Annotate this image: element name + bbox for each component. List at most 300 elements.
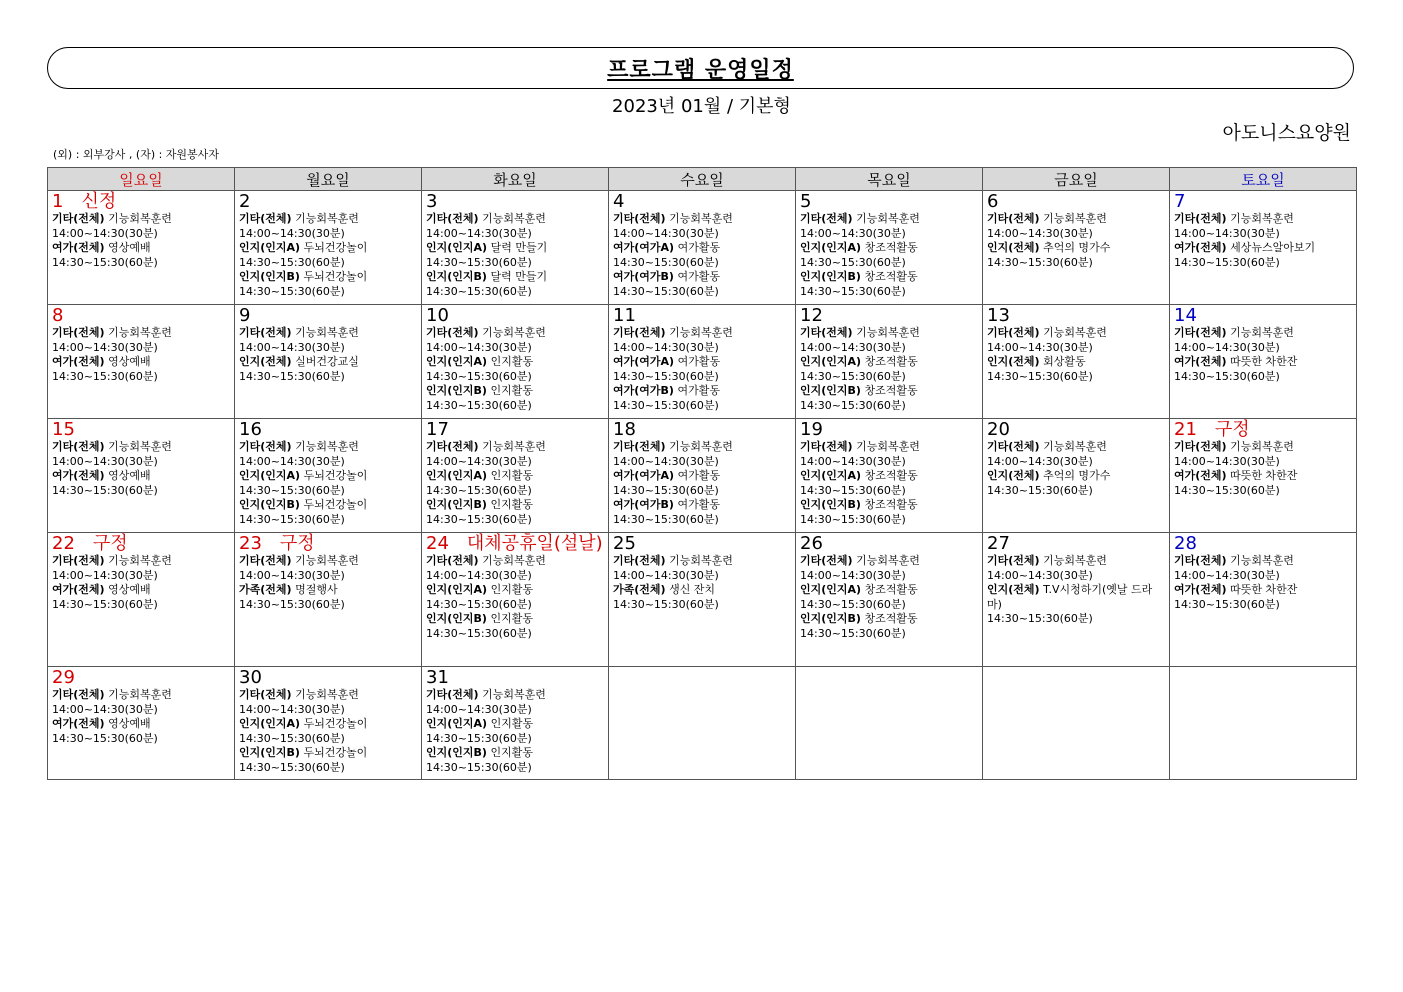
day-header <box>1174 191 1352 212</box>
holiday-label: 구정 <box>1214 419 1250 440</box>
calendar-day-cell <box>796 667 983 780</box>
program-name: 추억의 명가수 <box>1043 241 1111 254</box>
program-time: 14:00~14:30(30분) <box>52 568 158 582</box>
program-name: 기능회복훈련 <box>1230 212 1294 225</box>
program-name: 기능회복훈련 <box>669 326 733 339</box>
program-name: 창조적활동 <box>864 469 918 482</box>
weekday-header-wed: 수요일 <box>609 168 796 191</box>
day-number: 26 <box>800 533 823 554</box>
calendar-day-cell <box>609 419 796 533</box>
day-number: 24 <box>426 533 449 554</box>
page-title: 프로그램 운영일정 <box>607 57 794 83</box>
program-time: 14:00~14:30(30분) <box>1174 226 1280 240</box>
program-category: 여가(여가A) <box>613 469 675 482</box>
calendar-day-cell <box>48 191 235 305</box>
program-time: 14:30~15:30(60분) <box>800 483 906 497</box>
program-entry <box>426 212 604 227</box>
program-time: 14:30~15:30(60분) <box>239 512 345 526</box>
calendar-table <box>47 167 1357 780</box>
program-category: 여가(전체) <box>1174 469 1227 482</box>
program-name: 창조적활동 <box>864 612 918 625</box>
program-name: 기능회복훈련 <box>482 440 546 453</box>
program-time: 14:00~14:30(30분) <box>426 568 532 582</box>
day-number: 15 <box>52 419 75 440</box>
program-entry <box>239 326 417 341</box>
program-time: 14:30~15:30(60분) <box>800 597 906 611</box>
program-time: 14:30~15:30(60분) <box>613 369 719 383</box>
program-time: 14:00~14:30(30분) <box>52 702 158 716</box>
program-time: 14:30~15:30(60분) <box>426 597 532 611</box>
program-category: 인지(인지A) <box>800 583 862 596</box>
program-category: 기타(전체) <box>426 212 479 225</box>
day-number: 27 <box>987 533 1010 554</box>
calendar-day-cell <box>1170 533 1357 667</box>
program-entry <box>239 212 417 227</box>
day-number: 6 <box>987 191 999 212</box>
program-category: 인지(인지B) <box>800 612 861 625</box>
program-name: 기능회복훈련 <box>1230 554 1294 567</box>
day-header <box>613 419 791 440</box>
calendar-day-cell <box>422 305 609 419</box>
program-name: 인지활동 <box>490 746 533 759</box>
program-entry <box>426 270 604 285</box>
program-entry <box>613 583 791 598</box>
weekday-header-thu: 목요일 <box>796 168 983 191</box>
program-entry <box>426 554 604 569</box>
program-category: 여가(전체) <box>1174 241 1227 254</box>
program-category: 기타(전체) <box>613 440 666 453</box>
program-time: 14:30~15:30(60분) <box>800 255 906 269</box>
program-entry <box>987 355 1165 370</box>
program-entry <box>239 688 417 703</box>
program-entry <box>239 746 417 761</box>
program-name: 여가활동 <box>677 384 720 397</box>
program-category: 기타(전체) <box>52 688 105 701</box>
program-time: 14:00~14:30(30분) <box>239 702 345 716</box>
day-header <box>426 419 604 440</box>
program-name: 기능회복훈련 <box>108 326 172 339</box>
program-entry <box>239 355 417 370</box>
program-time: 14:30~15:30(60분) <box>239 597 345 611</box>
program-name: 따뜻한 차한잔 <box>1230 583 1298 596</box>
program-category: 여가(전체) <box>52 241 105 254</box>
program-time: 14:30~15:30(60분) <box>987 255 1093 269</box>
day-header <box>426 667 604 688</box>
program-name: 기능회복훈련 <box>108 440 172 453</box>
program-name: 추억의 명가수 <box>1043 469 1111 482</box>
day-header <box>800 419 978 440</box>
day-header <box>987 533 1165 554</box>
program-entry <box>426 355 604 370</box>
program-name: 창조적활동 <box>864 241 918 254</box>
program-name: 인지활동 <box>490 469 534 482</box>
program-entry <box>426 717 604 732</box>
program-name: 기능회복훈련 <box>1230 440 1294 453</box>
program-time: 14:30~15:30(60분) <box>987 612 1093 625</box>
day-header <box>800 305 978 326</box>
program-category: 인지(인지B) <box>426 384 487 397</box>
day-number: 4 <box>613 191 625 212</box>
holiday-label: 구정 <box>279 533 315 554</box>
program-time: 14:00~14:30(30분) <box>800 226 906 240</box>
program-category: 여가(여가B) <box>613 498 674 511</box>
program-entry <box>426 469 604 484</box>
program-name: 기능회복훈련 <box>669 554 733 567</box>
weekday-header-mon: 월요일 <box>235 168 422 191</box>
holiday-label: 구정 <box>92 533 128 554</box>
calendar-day-cell <box>1170 305 1357 419</box>
program-name: 기능회복훈련 <box>108 212 172 225</box>
program-entry <box>52 469 230 484</box>
program-time: 14:30~15:30(60분) <box>239 760 345 774</box>
calendar-week-row <box>48 191 1357 305</box>
program-name: 기능회복훈련 <box>108 688 172 701</box>
program-time: 14:30~15:30(60분) <box>426 626 532 640</box>
program-time: 14:30~15:30(60분) <box>613 284 719 298</box>
program-category: 기타(전체) <box>800 554 853 567</box>
program-category: 가족(전체) <box>239 583 292 596</box>
program-name: 창조적활동 <box>864 384 918 397</box>
program-entry <box>1174 326 1352 341</box>
program-time: 14:00~14:30(30분) <box>613 340 719 354</box>
program-entry <box>426 384 604 399</box>
calendar-day-cell <box>609 533 796 667</box>
program-time: 14:00~14:30(30분) <box>987 568 1093 582</box>
program-entry <box>800 270 978 285</box>
program-time: 14:30~15:30(60분) <box>239 369 345 383</box>
program-time: 14:00~14:30(30분) <box>987 454 1093 468</box>
program-entry <box>52 326 230 341</box>
program-name: 기능회복훈련 <box>482 212 546 225</box>
program-category: 여가(전체) <box>1174 355 1227 368</box>
program-category: 기타(전체) <box>987 212 1040 225</box>
program-entry <box>426 583 604 598</box>
program-name: 두뇌건강놀이 <box>303 241 368 254</box>
calendar-day-cell <box>1170 667 1357 780</box>
program-category: 인지(인지A) <box>426 717 488 730</box>
program-time: 14:00~14:30(30분) <box>987 226 1093 240</box>
day-header <box>52 533 230 554</box>
program-name: 인지활동 <box>490 583 534 596</box>
program-name: 기능회복훈련 <box>856 212 920 225</box>
program-name: 명절행사 <box>295 583 338 596</box>
program-entry <box>987 583 1165 612</box>
day-header <box>239 533 417 554</box>
program-time: 14:00~14:30(30분) <box>800 454 906 468</box>
legend-note: (외) : 외부강사 , (자) : 자원봉사자 <box>53 148 219 161</box>
program-time: 14:00~14:30(30분) <box>800 340 906 354</box>
program-entry <box>239 498 417 513</box>
program-time: 14:00~14:30(30분) <box>52 340 158 354</box>
program-entry <box>613 469 791 484</box>
program-time: 14:00~14:30(30분) <box>426 702 532 716</box>
program-time: 14:30~15:30(60분) <box>987 369 1093 383</box>
calendar-week-row <box>48 305 1357 419</box>
day-number: 5 <box>800 191 812 212</box>
program-name: 기능회복훈련 <box>856 326 920 339</box>
calendar-week-row <box>48 533 1357 667</box>
program-time: 14:00~14:30(30분) <box>239 340 345 354</box>
program-category: 인지(인지B) <box>800 270 861 283</box>
program-name: 창조적활동 <box>864 583 918 596</box>
day-header <box>987 191 1165 212</box>
day-number: 17 <box>426 419 449 440</box>
calendar-day-cell <box>422 667 609 780</box>
calendar-day-cell <box>609 305 796 419</box>
program-category: 기타(전체) <box>800 212 853 225</box>
program-category: 기타(전체) <box>987 554 1040 567</box>
day-number: 25 <box>613 533 636 554</box>
weekday-header-fri: 금요일 <box>983 168 1170 191</box>
program-time: 14:00~14:30(30분) <box>800 568 906 582</box>
calendar-day-cell <box>235 419 422 533</box>
calendar-day-cell <box>796 419 983 533</box>
program-category: 여가(여가B) <box>613 384 674 397</box>
calendar-day-cell <box>609 191 796 305</box>
program-time: 14:00~14:30(30분) <box>1174 340 1280 354</box>
day-header <box>987 305 1165 326</box>
program-time: 14:30~15:30(60분) <box>426 731 532 745</box>
program-entry <box>1174 583 1352 598</box>
program-time: 14:00~14:30(30분) <box>1174 568 1280 582</box>
program-category: 인지(전체) <box>987 583 1040 596</box>
program-name: 기능회복훈련 <box>108 554 172 567</box>
program-name: 영상예배 <box>108 583 151 596</box>
calendar-day-cell <box>983 667 1170 780</box>
program-time: 14:30~15:30(60분) <box>52 597 158 611</box>
calendar-day-cell <box>1170 419 1357 533</box>
program-entry <box>800 384 978 399</box>
program-time: 14:30~15:30(60분) <box>1174 597 1280 611</box>
day-header <box>613 533 791 554</box>
program-category: 여가(전체) <box>52 469 105 482</box>
program-category: 기타(전체) <box>239 688 292 701</box>
day-number: 20 <box>987 419 1010 440</box>
weekday-header-sat: 토요일 <box>1170 168 1357 191</box>
program-entry <box>800 469 978 484</box>
day-header <box>1174 305 1352 326</box>
program-entry <box>987 212 1165 227</box>
day-number: 7 <box>1174 191 1186 212</box>
program-name: 기능회복훈련 <box>856 440 920 453</box>
calendar-day-cell <box>235 191 422 305</box>
day-number: 21 <box>1174 419 1197 440</box>
program-name: 기능회복훈련 <box>1043 440 1107 453</box>
program-time: 14:00~14:30(30분) <box>613 568 719 582</box>
weekday-header-row <box>48 168 1357 191</box>
program-name: 영상예배 <box>108 469 151 482</box>
calendar-day-cell <box>983 419 1170 533</box>
program-time: 14:00~14:30(30분) <box>987 340 1093 354</box>
program-category: 여가(전체) <box>1174 583 1227 596</box>
program-time: 14:30~15:30(60분) <box>800 369 906 383</box>
calendar-day-cell <box>235 667 422 780</box>
weekday-header-tue: 화요일 <box>422 168 609 191</box>
program-time: 14:30~15:30(60분) <box>239 483 345 497</box>
program-category: 인지(인지A) <box>800 469 862 482</box>
day-number: 1 <box>52 191 64 212</box>
program-name: 기능회복훈련 <box>482 554 546 567</box>
day-header <box>1174 533 1352 554</box>
program-time: 14:30~15:30(60분) <box>613 512 719 526</box>
program-time: 14:00~14:30(30분) <box>1174 454 1280 468</box>
program-time: 14:30~15:30(60분) <box>800 398 906 412</box>
day-number: 12 <box>800 305 823 326</box>
program-category: 인지(전체) <box>239 355 292 368</box>
program-name: 영상예배 <box>108 717 151 730</box>
calendar-day-cell <box>235 305 422 419</box>
program-category: 기타(전체) <box>239 212 292 225</box>
day-number: 22 <box>52 533 75 554</box>
program-name: 여가활동 <box>677 270 720 283</box>
program-category: 인지(인지B) <box>800 498 861 511</box>
program-time: 14:30~15:30(60분) <box>800 284 906 298</box>
program-time: 14:30~15:30(60분) <box>239 284 345 298</box>
program-time: 14:00~14:30(30분) <box>426 226 532 240</box>
program-name: 창조적활동 <box>864 355 918 368</box>
program-time: 14:00~14:30(30분) <box>613 454 719 468</box>
program-name: 두뇌건강놀이 <box>303 746 368 759</box>
program-entry <box>1174 440 1352 455</box>
program-name: 기능회복훈련 <box>1043 326 1107 339</box>
program-entry <box>987 326 1165 341</box>
program-name: 기능회복훈련 <box>482 688 546 701</box>
program-name: 달력 만들기 <box>490 241 548 254</box>
day-header <box>1174 419 1352 440</box>
program-entry <box>52 440 230 455</box>
program-category: 기타(전체) <box>239 440 292 453</box>
day-number: 23 <box>239 533 262 554</box>
program-entry <box>800 612 978 627</box>
program-name: 여가활동 <box>677 469 721 482</box>
program-entry <box>800 440 978 455</box>
program-time: 14:30~15:30(60분) <box>613 255 719 269</box>
program-entry <box>52 717 230 732</box>
program-time: 14:30~15:30(60분) <box>613 597 719 611</box>
program-name: 인지활동 <box>490 717 534 730</box>
program-name: 여가활동 <box>677 498 720 511</box>
calendar-day-cell <box>48 533 235 667</box>
program-category: 가족(전체) <box>613 583 666 596</box>
program-name: 창조적활동 <box>864 270 918 283</box>
program-category: 기타(전체) <box>239 326 292 339</box>
program-category: 기타(전체) <box>987 326 1040 339</box>
calendar-week-row <box>48 667 1357 780</box>
program-category: 기타(전체) <box>613 554 666 567</box>
program-name: 기능회복훈련 <box>856 554 920 567</box>
program-time: 14:30~15:30(60분) <box>1174 369 1280 383</box>
program-name: 인지활동 <box>490 612 533 625</box>
calendar-day-cell <box>422 419 609 533</box>
program-entry <box>800 583 978 598</box>
program-entry <box>239 270 417 285</box>
program-entry <box>987 241 1165 256</box>
day-header <box>613 191 791 212</box>
program-category: 기타(전체) <box>52 326 105 339</box>
program-entry <box>613 384 791 399</box>
program-name: 회상활동 <box>1043 355 1086 368</box>
day-number: 8 <box>52 305 64 326</box>
day-header <box>613 305 791 326</box>
program-name: 실버건강교실 <box>295 355 359 368</box>
calendar-day-cell <box>48 419 235 533</box>
program-time: 14:30~15:30(60분) <box>613 483 719 497</box>
program-name: 여가활동 <box>677 355 721 368</box>
program-entry <box>426 688 604 703</box>
day-number: 11 <box>613 305 636 326</box>
program-entry <box>987 440 1165 455</box>
program-entry <box>800 326 978 341</box>
program-time: 14:30~15:30(60분) <box>426 369 532 383</box>
program-entry <box>52 241 230 256</box>
program-name: 세상뉴스알아보기 <box>1230 241 1316 254</box>
day-header <box>800 191 978 212</box>
program-entry <box>613 326 791 341</box>
program-category: 기타(전체) <box>613 212 666 225</box>
program-time: 14:30~15:30(60분) <box>800 512 906 526</box>
program-name: 달력 만들기 <box>490 270 548 283</box>
program-entry <box>239 241 417 256</box>
program-time: 14:30~15:30(60분) <box>426 483 532 497</box>
program-entry <box>800 498 978 513</box>
day-number: 13 <box>987 305 1010 326</box>
program-entry <box>52 355 230 370</box>
program-name: 기능회복훈련 <box>1230 326 1294 339</box>
program-time: 14:30~15:30(60분) <box>426 398 532 412</box>
program-category: 인지(인지A) <box>239 241 301 254</box>
program-time: 14:30~15:30(60분) <box>52 483 158 497</box>
program-time: 14:30~15:30(60분) <box>239 255 345 269</box>
program-name: 기능회복훈련 <box>669 440 733 453</box>
program-category: 인지(인지A) <box>426 355 488 368</box>
calendar-week-row <box>48 419 1357 533</box>
day-header <box>987 419 1165 440</box>
program-time: 14:30~15:30(60분) <box>52 255 158 269</box>
program-time: 14:00~14:30(30분) <box>52 454 158 468</box>
program-entry <box>239 717 417 732</box>
program-time: 14:30~15:30(60분) <box>239 731 345 745</box>
program-name: 영상예배 <box>108 241 151 254</box>
program-time: 14:00~14:30(30분) <box>426 340 532 354</box>
calendar-day-cell <box>983 191 1170 305</box>
day-header <box>52 419 230 440</box>
calendar-day-cell <box>796 191 983 305</box>
program-category: 기타(전체) <box>239 554 292 567</box>
program-name: 두뇌건강놀이 <box>303 270 368 283</box>
program-time: 14:00~14:30(30분) <box>239 226 345 240</box>
program-name: 기능회복훈련 <box>295 212 359 225</box>
program-entry <box>613 241 791 256</box>
program-category: 기타(전체) <box>52 212 105 225</box>
program-entry <box>987 554 1165 569</box>
program-name: 영상예배 <box>108 355 151 368</box>
program-category: 인지(인지B) <box>239 746 300 759</box>
program-category: 기타(전체) <box>1174 554 1227 567</box>
program-name: 기능회복훈련 <box>295 554 359 567</box>
calendar-day-cell <box>796 305 983 419</box>
program-category: 여가(여가A) <box>613 241 675 254</box>
day-header <box>800 533 978 554</box>
program-entry <box>800 212 978 227</box>
program-category: 여가(전체) <box>52 583 105 596</box>
calendar-day-cell <box>609 667 796 780</box>
day-number: 30 <box>239 667 262 688</box>
calendar-day-cell <box>48 305 235 419</box>
program-time: 14:00~14:30(30분) <box>239 568 345 582</box>
program-entry <box>1174 554 1352 569</box>
program-category: 기타(전체) <box>426 440 479 453</box>
program-entry <box>239 583 417 598</box>
